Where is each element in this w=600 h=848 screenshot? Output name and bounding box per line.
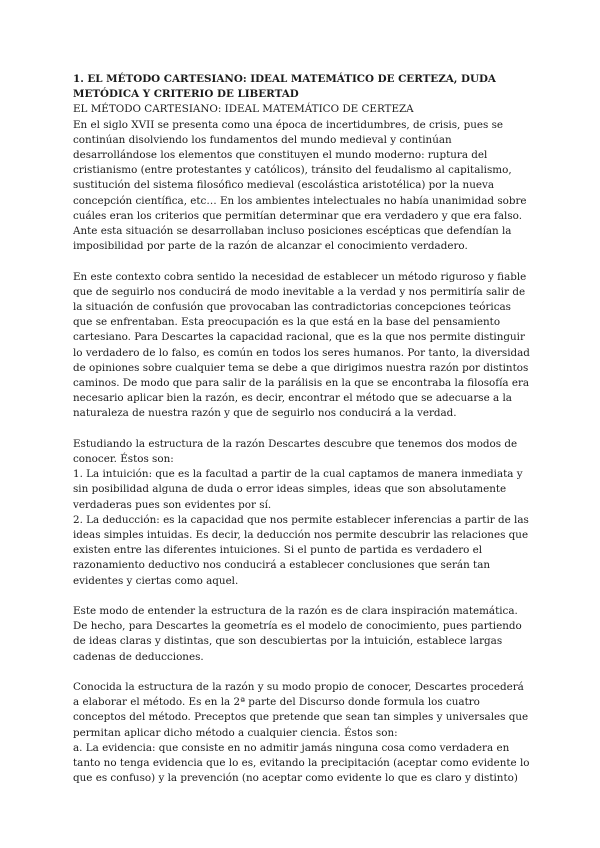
- paragraph-method-elaboration: Conocida la estructura de la razón y su modo propio de conocer, Descartes procederá a elaborar el método. Es en la 2ª parte del Discurso donde formula los cuatro conceptos del método. Preceptos que pretende que sean tan simples y universales que permitan aplicar dicho método a cualquier ciencia. Éstos son:: [73, 681, 529, 739]
- paragraph-modes-intro: Estudiando la estructura de la razón Descartes descubre que tenemos dos modos de conocer. Éstos son:: [73, 437, 518, 466]
- paragraph-mathematical-inspiration: Este modo de entender la estructura de la razón es de clara inspiración matemática. De hecho, para Descartes la geometría es el modelo de conocimiento, pues partiendo de ideas claras y distintas, que son descubiertas por la intuición, establece largas cadenas de deducciones.: [73, 605, 522, 663]
- paragraph-deduction: 2. La deducción: es la capacidad que nos permite establecer inferencias a partir de las ideas simples intuidas. Es decir, la deducción nos permite descubrir las relaciones que existen entre las diferentes intuiciones. Si el punto de partida es verdadero el razonamiento deductivo nos conducirá a establecer conclusiones que serán tan evidentes y ciertas como aquel.: [73, 513, 529, 587]
- document-body: [73, 72, 531, 786]
- section-subtitle: EL MÉTODO CARTESIANO: IDEAL MATEMÁTICO DE CERTEZA: [73, 103, 414, 116]
- paragraph-intuition: 1. La intuición: que es la facultad a partir de la cual captamos de manera inmediata y sin posibilidad alguna de duda o error ideas simples, ideas que son absolutamente verdaderas pues son evidentes por sí.: [73, 468, 523, 511]
- paragraph-evidence-rule: a. La evidencia: que consiste en no admitir jamás ninguna cosa como verdadera en tanto no tenga evidencia que lo es, evitando la precipitación (aceptar como evidente lo que es confuso) y la prevención (no aceptar como evidente lo que es claro y distinto): [73, 741, 530, 785]
- paragraph-method-need: En este contexto cobra sentido la necesidad de establecer un método riguroso y fiable que de seguirlo nos conducirá de modo inevitable a la verdad y nos permitiría salir de la situación de confusión que provocaban las contradictorias concepciones teóricas que se enfrentaban. Esta preocupación es la que está en la base del pensamiento cartesiano. Para Descartes la capacidad racional, que es la que nos permite distinguir lo verdadero de lo falso, es común en todos los seres humanos. Por tanto, la diversidad de opiniones sobre cualquier tema se debe a que dirigimos nuestra razón por distintos caminos. De modo que para salir de la parálisis en la que se encontraba la filosofía era necesario aplicar bien la razón, es decir, encontrar el método que se adecuarse a la naturaleza de nuestra razón y que de seguirlo nos conducirá a la verdad.: [73, 270, 530, 420]
- paragraph-context: En el siglo XVII se presenta como una época de incertidumbres, de crisis, pues se continúan disolviendo los fundamentos del mundo medieval y continúan desarrollándose los elementos que constituyen el mundo moderno: ruptura del cristianismo (entre protestantes y católicos), tránsito del feudalismo al capitalismo, sustitución del sistema filosófico medieval (escolástica aristotélica) por la nueva concepción científica, etc… En los ambientes intelectuales no había unanimidad sobre cuáles eran los criterios que permitían determinar que era verdadero y que era falso. Ante esta situación se desarrollaban incluso posiciones escépticas que defendían la imposibilidad por parte de la razón de alcanzar el conocimiento verdadero.: [73, 118, 527, 253]
- section-title: 1. EL MÉTODO CARTESIANO: IDEAL MATEMÁTICO DE CERTEZA, DUDA METÓDICA Y CRITERIO DE LIBERTAD: [73, 73, 496, 101]
